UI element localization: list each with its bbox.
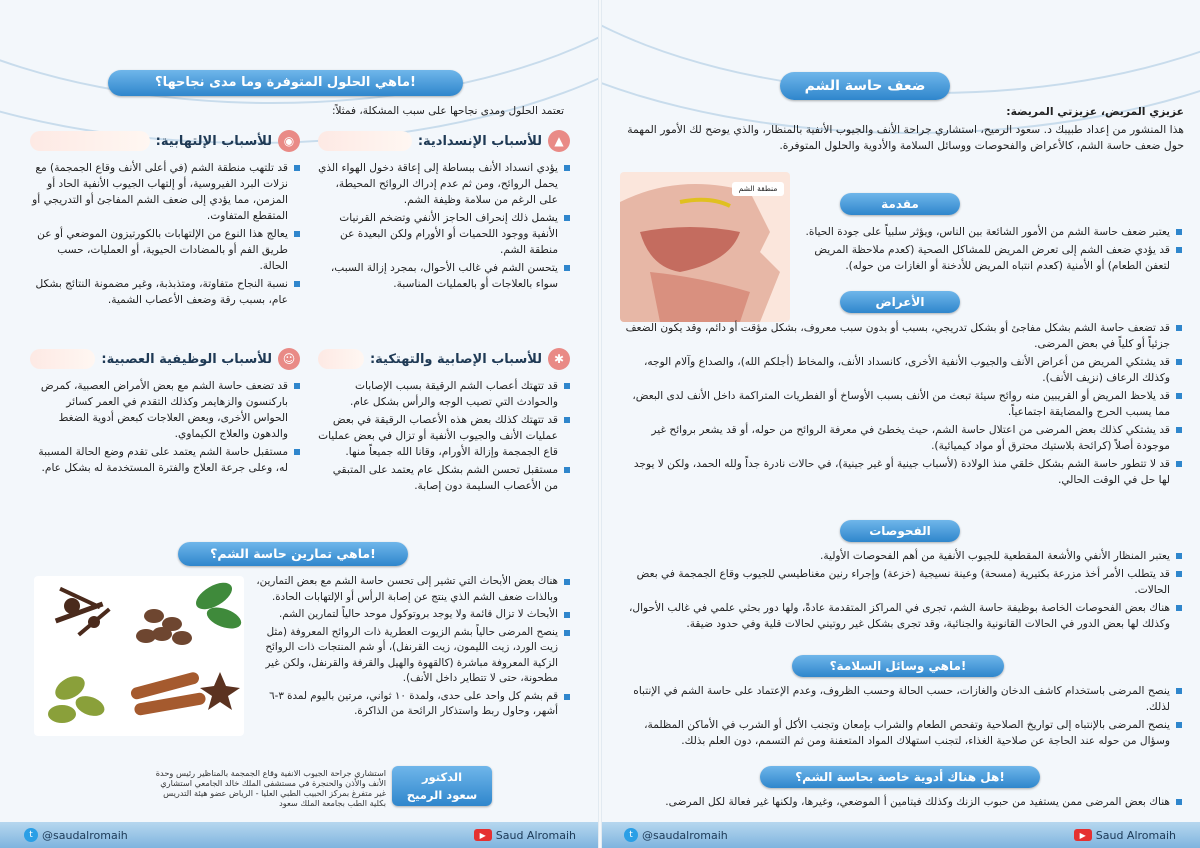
list-item: هناك بعض الفحوصات الخاصة بوظيفة حاسة الشم، تجرى في المراكز المتقدمة عادةً، ولها دور بحثي علمي في غالب الأحوال، وكذلك لها بعض الدور في الحالات القانونية والجنائية، وقد تجرى بشكل غير روتيني لحالات قلية وفي حدود ضيقة. xyxy=(622,600,1182,632)
traumatic-list xyxy=(318,378,570,496)
youtube-icon: ▶ xyxy=(1074,829,1092,841)
list-item: ينصح المرضى باستخدام كاشف الدخان والغازات، حسب الحالة وحسب الظروف، وعدم الإعتماد على حاسة الشم في الإنتباه لذلك. xyxy=(622,683,1182,715)
list-item: قد تتهتك كذلك بعض هذه الأعصاب الرقيقة في بعض عمليات الأنف والجيوب الأنفية أو تزال في بعض عمليات قاع الجمجمة وإزالة الأورام، وقانا الله جميعاً منها. xyxy=(318,412,570,460)
list-item: نسبة النجاح متفاوتة، ومتذبذبة، وغير مضمونة النتائج بشكل عام، بسبب رقة وضعف الأعصاب الشمية. xyxy=(30,276,300,308)
intro-text: هذا المنشور من إعداد طبيبك د. سعود الرميح، استشاري جراحة الأنف والجيوب الأنفية بالمنظار، والذي يوضح لك الأمور المهمة حول ضعف حاسة الشم، كالأعراض والفحوصات ووسائل السلامة والأدوية والحلول المتوفرة. xyxy=(627,123,1184,152)
list-item: يعتبر المنظار الأنفي والأشعة المقطعية للجيوب الأنفية من أهم الفحوصات الأولية. xyxy=(622,548,1182,564)
exercises-title: ماهي تمارين حاسة الشم؟! xyxy=(178,542,408,566)
youtube-icon: ▶ xyxy=(474,829,492,841)
olfactory-label: منطقة الشم xyxy=(738,184,778,193)
nose-icon: ▲ xyxy=(548,130,570,152)
list-item: قد يؤدي ضعف الشم إلى تعرض المريض للمشاكل الصحية (كعدم ملاحظة المريض لتعفن الطعام) أو الأمنية (كعدم انتباه المريض للأدخنة أو الغازات من حوله). xyxy=(800,242,1182,274)
list-item: قد تضعف حاسة الشم مع بعض الأمراض العصبية، كمرض باركنسون والزهايمر وكذلك التقدم في العمر كسائر الحواس الأخرى، وبعض العلاجات كبعض أدوية الضغط والدهون والعلاج الكيماوي. xyxy=(30,378,300,442)
list-item: قد تتهتك أعصاب الشم الرقيقة بسبب الإصابات والحوادث التي تصيب الوجه والرأس بشكل عام. xyxy=(318,378,570,410)
page-title: ضعف حاسة الشم xyxy=(780,72,950,100)
list-item: يعالج هذا النوع من الإلتهابات بالكورتيزون الموضعي أو عن طريق الفم أو بالمضادات الحيوية، أو العمليات، حسب الحالة. xyxy=(30,226,300,274)
twitter-icon: t xyxy=(624,828,638,842)
medicine-list xyxy=(622,794,1182,812)
list-item: قد لا تتطور حاسة الشم بشكل خلقي منذ الولادة (لأسباب جينية أو غير جينية)، في حالات نادرة جداً ولله الحمد، ولكن لا يوجد لها حل في الوقت الحالي. xyxy=(622,456,1182,488)
spices-image xyxy=(34,576,244,736)
safety-title: ماهي وسائل السلامة؟! xyxy=(792,655,1004,677)
list-item: يشمل ذلك إنحراف الحاجز الأنفي وتضخم القرنيات الأنفية ووجود اللحميات أو الأورام ولكن البعيدة عن منطقة الشم. xyxy=(318,210,570,258)
obstructive-list xyxy=(318,160,570,294)
youtube-link[interactable]: ▶ Saud Alromaih xyxy=(474,829,576,842)
list-item: قد يشتكي المريض من أعراض الأنف والجيوب الأنفية الأخرى، كانسداد الأنف، والمخاط (أجلكم الله)، والصداع وآلام الوجه، وكذلك الرعاف (نزيف الأنف). xyxy=(622,354,1182,386)
list-item: هناك بعض المرضى ممن يستفيد من حبوب الزنك وكذلك فيتامين أ الموضعي، وغيرها، ولكنها غير فعالة لكل المرضى. xyxy=(622,794,1182,810)
list-item: يؤدي انسداد الأنف ببساطة إلى إعاقة دخول الهواء الذي يحمل الروائح، ومن ثم عدم إدراك الروائح المحيطة، على الرغم من سلامة وظيفة الشم. xyxy=(318,160,570,208)
twitter-link[interactable]: t @saudalromaih xyxy=(24,828,128,842)
youtube-link[interactable]: ▶ Saud Alromaih xyxy=(1074,829,1176,842)
list-item: هناك بعض الأبحاث التي تشير إلى تحسن حاسة الشم مع بعض التمارين، وبالذات ضعف الشم الذي ينتج عن إصابة الرأس أو الإلتهابات الحادة. xyxy=(250,574,570,605)
twitter-link[interactable]: t @saudalromaih xyxy=(624,828,728,842)
list-item: قد تلتهب منطقة الشم (في أعلى الأنف وقاع الجمجمة) مع نزلات البرد الفيروسية، أو إلتهاب الجيوب الأنفية الحاد أو المزمن، مما يؤدي إلى ضعف الشم المفاجئ أو التدريجي أو المتقطع المتفاوت. xyxy=(30,160,300,224)
injury-icon: ✱ xyxy=(548,348,570,370)
solutions-intro: تعتمد الحلول ومدى نجاحها على سبب المشكلة، فمثلاً: xyxy=(331,105,564,117)
doctor-bio: استشاري جراحة الجيوب الانفية وقاع الجمجمة بالمناظير رئيس وحدة الأنف والأذن والحنجرة في مستشفى الملك خالد الجامعي استشاري غير متفرغ بمركز الحبيب الطبي العليا - الرياض عضو هيئة التدريس بكلية الطب بجامعة الملك سعود xyxy=(155,768,386,808)
list-item: ينصح المرضى حالياً بشم الزيوت العطرية ذات الروائح المعروفة (مثل زيت الورد، زيت الليمون، زيت القرنفل)، أو شم المنتجات ذات الروائح الزكية المعروفة مباشرة (كالقهوة والهيل والقرفة والقرنفل، ولكن غير مطحونة، حتى لا تتطاير داخل الأنف). xyxy=(250,625,570,687)
doctor-name-badge: الدكتور سعود الرميح xyxy=(392,766,492,806)
twitter-icon: t xyxy=(24,828,38,842)
neuro-icon: ☺ xyxy=(278,348,300,370)
symptoms-list xyxy=(622,320,1182,490)
list-item: الأبحاث لا تزال قائمة ولا يوجد بروتوكول موحد حالياً لتمارين الشم. xyxy=(250,607,570,623)
list-item: قم بشم كل واحد على حدى، ولمدة ١٠ ثواني، مرتين باليوم لمدة ٣-٦ أشهر، وحاول ربط واستذكار الرائحة من الذاكرة. xyxy=(250,689,570,720)
greeting: عزيزي المريض، عزيزتي المريضة: xyxy=(1006,105,1184,118)
list-item: مستقبل تحسن الشم بشكل عام يعتمد على المتبقي من الأعصاب السليمة دون إصابة. xyxy=(318,462,570,494)
footer xyxy=(0,822,600,848)
symptoms-title: الأعراض xyxy=(840,291,960,313)
inflammatory-list xyxy=(30,160,300,310)
right-page xyxy=(600,0,1200,848)
list-item: قد يتطلب الأمر أخذ مزرعة بكتيرية (مسحة) وعينة نسيجية (خزعة) وإجراء رنين مغناطيسي للجيوب وقاع الجمجمة في بعض الحالات. xyxy=(622,566,1182,598)
neuro-list xyxy=(30,378,300,478)
nose-anatomy-image xyxy=(620,172,790,322)
sinus-icon: ◉ xyxy=(278,130,300,152)
solutions-title: ماهي الحلول المتوفرة وما مدى نجاحها؟! xyxy=(108,70,463,96)
neuro-heading: ☺ للأسباب الوظيفية العصبية: xyxy=(30,346,300,372)
list-item: يعتبر ضعف حاسة الشم من الأمور الشائعة بين الناس، ويؤثر سلبياً على جودة الحياة. xyxy=(800,224,1182,240)
obstructive-heading: ▲ للأسباب الإنسدادية: xyxy=(318,128,570,154)
tests-title: الفحوصات xyxy=(840,520,960,542)
list-item: ينصح المرضى بالإنتباه إلى تواريخ الصلاحية وتفحص الطعام والشراب بإمعان وتجنب الأكل أو الشرب في الأماكن المظلمة، وسؤال من حوله عند الحاجة عن صلاحية الغذاء، لتجنب استهلاك المواد المتعفنة ومن ثم التسمم، دون العلم بذلك. xyxy=(622,717,1182,749)
inflammatory-heading: ◉ للأسباب الإلتهابية: xyxy=(30,128,300,154)
page-spine xyxy=(598,0,602,848)
traumatic-heading: ✱ للأسباب الإصابية والتهتكية: xyxy=(318,346,570,372)
intro-section-title: مقدمة xyxy=(840,193,960,215)
intro-list xyxy=(800,224,1182,276)
list-item: مستقبل حاسة الشم يعتمد على تقدم وضع الحالة المسببة له، وعلى جرعة العلاج والفترة المستخدمة له بشكل عام. xyxy=(30,444,300,476)
list-item: قد تضعف حاسة الشم بشكل مفاجئ أو بشكل تدريجي، بسبب أو بدون سبب معروف، بشكل مؤقت أو دائم، وقد يكون الضعف جزئياً أو كلياً في بعض المرضى. xyxy=(622,320,1182,352)
list-item: يتحسن الشم في غالب الأحوال، بمجرد إزالة السبب، سواء بالعلاجات أو بالعمليات المناسبة. xyxy=(318,260,570,292)
safety-list xyxy=(622,683,1182,751)
medicine-title: هل هناك أدوية خاصة بحاسة الشم؟! xyxy=(760,766,1040,788)
tests-list xyxy=(622,548,1182,634)
list-item: قد يلاحظ المريض أو القريبين منه روائح سيئة تبعث من الأنف بسبب الأوساخ أو الفطريات المتراكمة داخل الأنف لدى البعض، مما يسبب الحرج والمضايقة اجتماعياً. xyxy=(622,388,1182,420)
list-item: قد يشتكي كذلك بعض المرضى من اعتلال حاسة الشم، حيث يخطئ في معرفة الروائح من حوله، أو قد يشعر بروائح غير موجودة أصلاً (كرائحة بلاستيك محترق أو مواد كيميائية). xyxy=(622,422,1182,454)
footer xyxy=(600,822,1200,848)
exercises-list xyxy=(250,574,570,722)
